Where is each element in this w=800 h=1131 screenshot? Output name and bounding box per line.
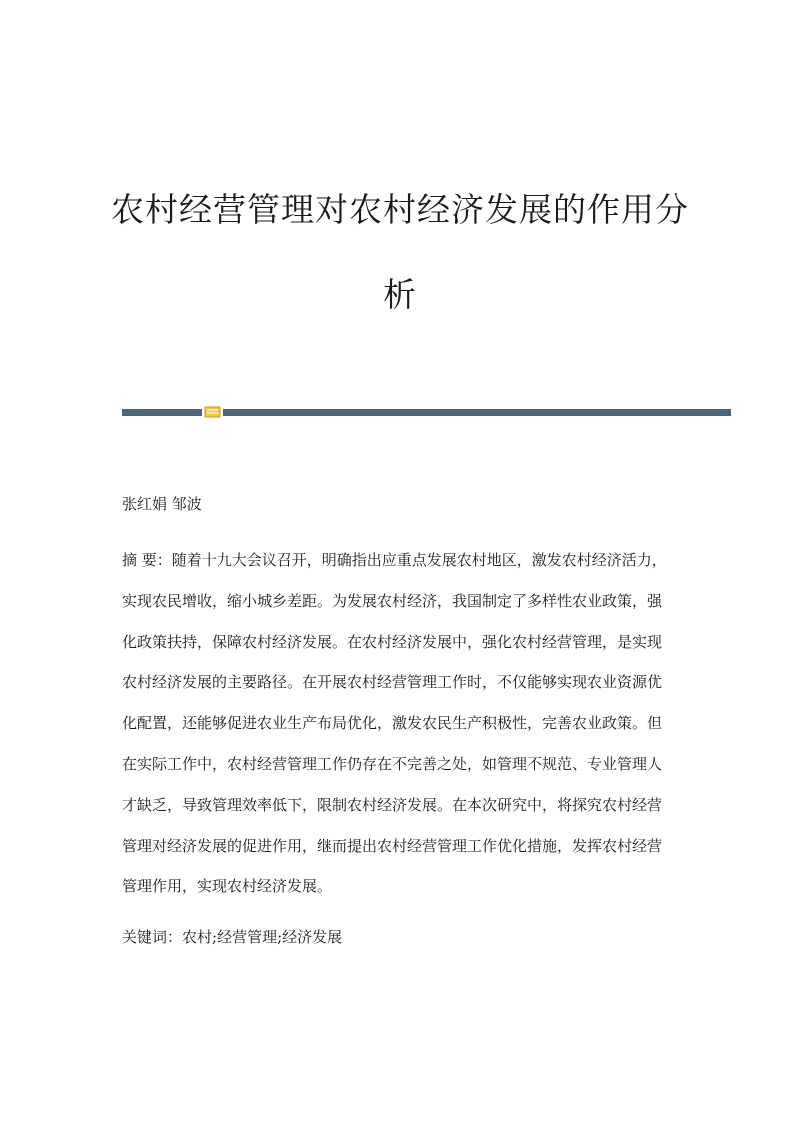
keywords <box>122 926 342 948</box>
authors: 张红娟 邹波 <box>122 495 202 513</box>
document-icon <box>204 406 221 418</box>
keywords-label: 关键词： <box>122 928 183 946</box>
document-title-line-1: 农村经营管理对农村经济发展的作用分 <box>111 190 689 229</box>
title-divider-left <box>122 409 202 416</box>
title-divider-right <box>223 409 731 416</box>
keywords-text: 农村;经营管理;经济发展 <box>182 928 343 946</box>
abstract-text: 随着十九大会议召开，明确指出应重点发展农村地区，激发农村经济活力，实现农民增收，缩小城乡差距。为发展农村经济，我国制定了多样性农业政策，强化政策扶持，保障农村经济发展。在农村经济发展中，强化农村经营管理，是实现农村经济发展的主要路径。在开展农村经营管理工作时，不仅能够实现农业资源优化配置，还能够促进农业生产布局优化，激发农民生产积极性，完善农业政策。但在实际工作中，农村经营管理工作仍存在不完善之处，如管理不规范、专业管理人才缺乏，导致管理效率低下，限制农村经济发展。在本次研究中，将探究农村经营管理对经济发展的促进作用，继而提出农村经营管理工作优化措施，发挥农村经营管理作用，实现农村经济发展。 <box>122 551 667 896</box>
abstract <box>122 540 674 907</box>
abstract-label: 摘 要： <box>122 551 172 569</box>
document-title-line-2: 析 <box>383 275 417 314</box>
